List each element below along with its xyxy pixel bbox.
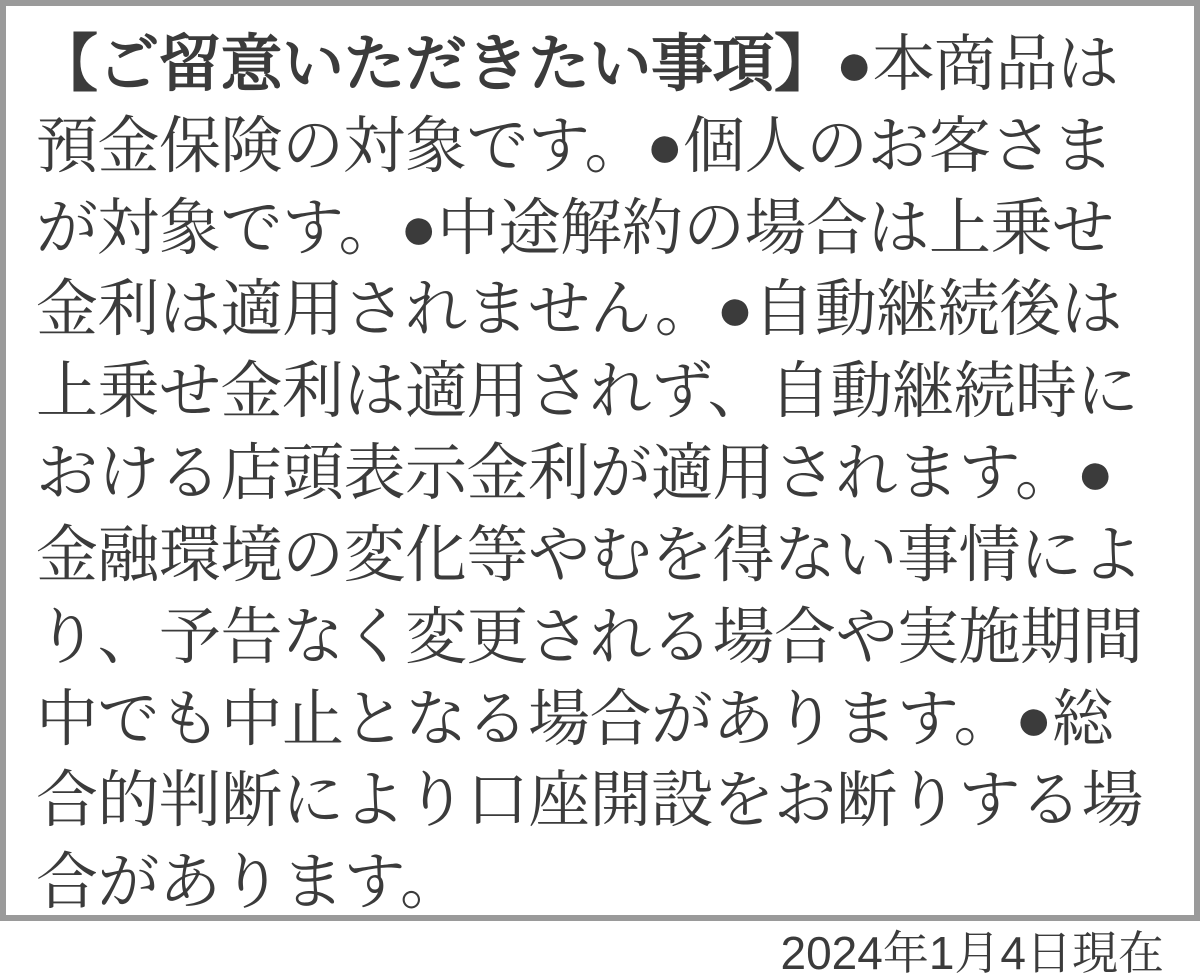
notice-items-text: ●本商品は預金保険の対象です。●個人のお客さまが対象です。●中途解約の場合は上乗せ金利は適用されません。●自動継続後は上乗せ金利は適用されず、自動継続時における店頭表示金利が適用されます。●金融環境の変化等やむを得ない事情により、予告なく変更される場合や実施期間中でも中止となる場合があります。●総合的判断により口座開設をお断りする場合があります。	[36, 30, 1144, 918]
notice-heading: 【ご留意いただきたい事項】	[36, 30, 836, 99]
notice-text-block	[36, 24, 1164, 924]
as-of-date: 2024年1月4日現在	[780, 927, 1164, 979]
